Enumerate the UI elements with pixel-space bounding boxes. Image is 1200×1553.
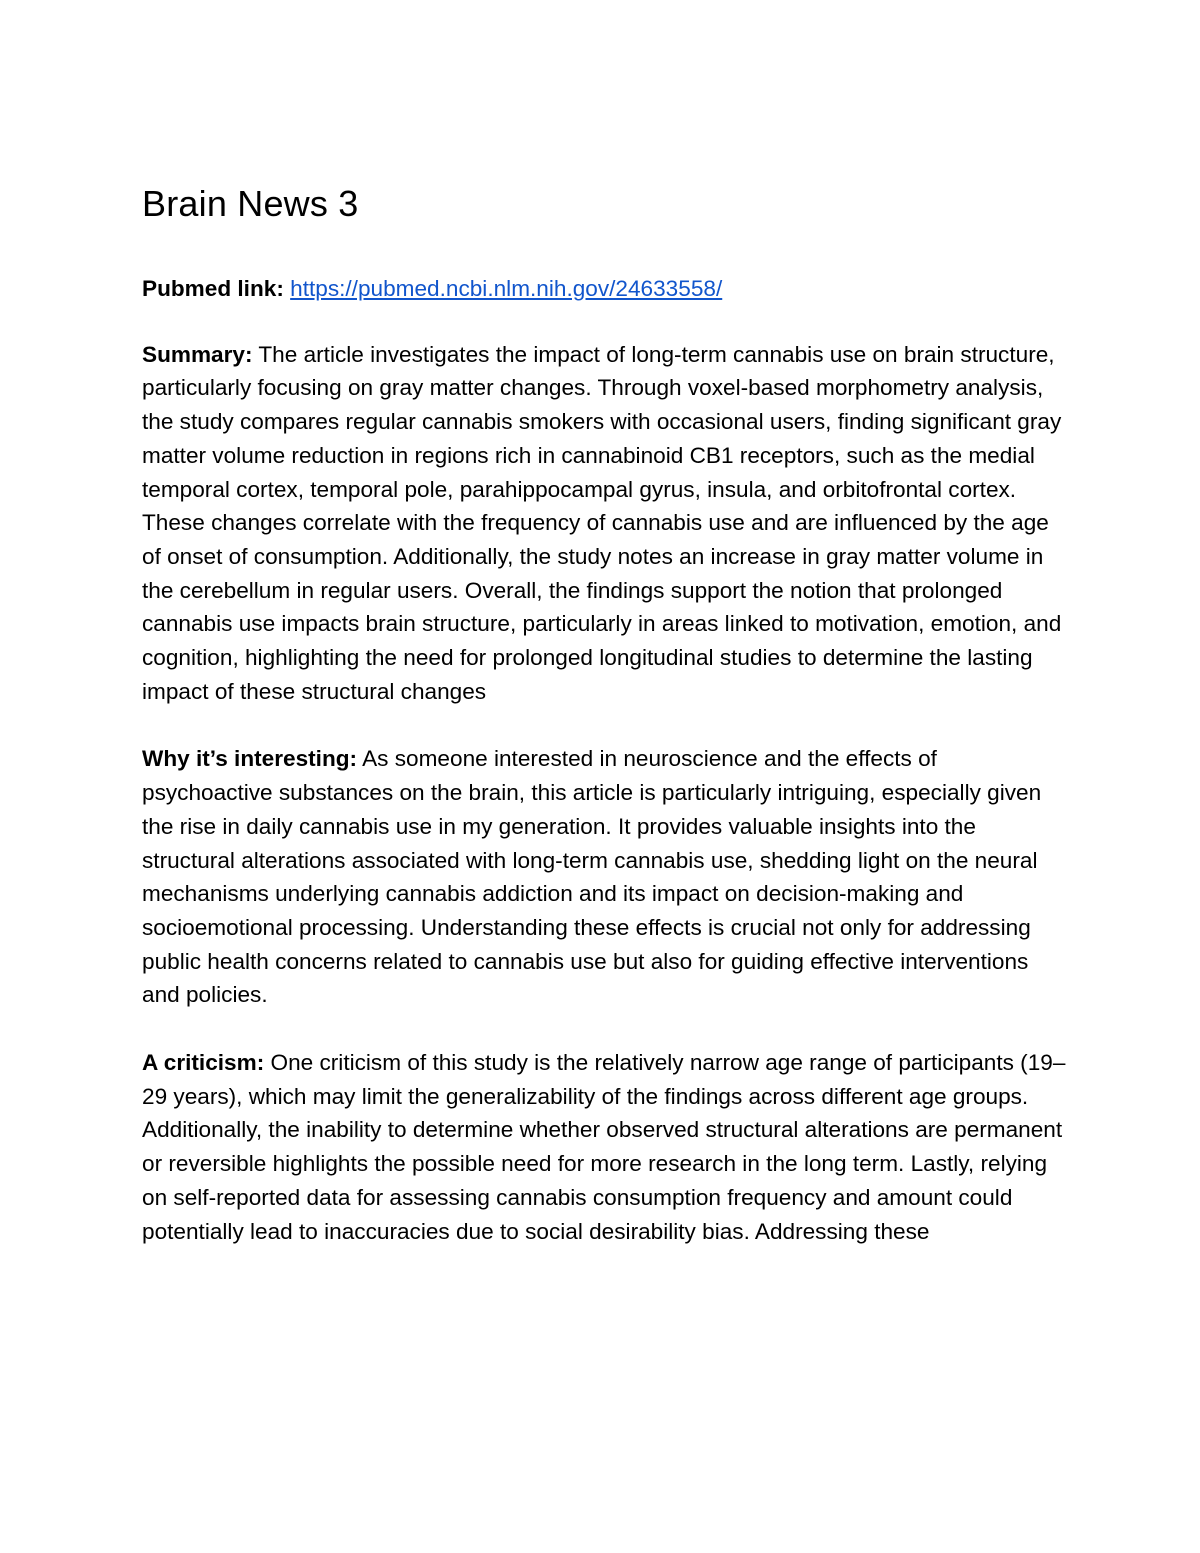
criticism-text: One criticism of this study is the relatively narrow age range of participants (19–29 years), which may limit the generalizability of the findings across different age groups. Additionally, the inability to determine whether observed structural alterations are permanent or reversible highlights the possible need for more research in the long term. Lastly, relying on self-reported data for assessing cannabis consumption frequency and amount could potentially lead to inaccuracies due to social desirability bias. Addressing these	[142, 1050, 1066, 1244]
summary-paragraph	[142, 338, 1072, 709]
pubmed-link[interactable]: https://pubmed.ncbi.nlm.nih.gov/24633558/	[290, 276, 723, 301]
pubmed-label: Pubmed link:	[142, 276, 284, 301]
why-interesting-paragraph	[142, 742, 1072, 1012]
why-interesting-text: As someone interested in neuroscience and the effects of psychoactive substances on the brain, this article is particularly intriguing, especially given the rise in daily cannabis use in my generation. It provides valuable insights into the structural alterations associated with long-term cannabis use, shedding light on the neural mechanisms underlying cannabis addiction and its impact on decision-making and socioemotional processing. Understanding these effects is crucial not only for addressing public health concerns related to cannabis use but also for guiding effective interventions and policies.	[142, 746, 1042, 1008]
summary-label: Summary:	[142, 341, 253, 367]
document-title: Brain News 3	[142, 183, 359, 224]
criticism-label: A criticism:	[142, 1050, 265, 1076]
summary-text: The article investigates the impact of long-term cannabis use on brain structure, particularly focusing on gray matter changes. Through voxel-based morphometry analysis, the study compares regular cannabis smokers with occasional users, finding significant gray matter volume reduction in regions rich in cannabinoid CB1 receptors, such as the medial temporal cortex, temporal pole, parahippocampal gyrus, insula, and orbitofrontal cortex. These changes correlate with the frequency of cannabis use and are influenced by the age of onset of consumption. Additionally, the study notes an increase in gray matter volume in the cerebellum in regular users. Overall, the findings support the notion that prolonged cannabis use impacts brain structure, particularly in areas linked to motivation, emotion, and cognition, highlighting the need for prolonged longitudinal studies to determine the lasting impact of these structural changes	[142, 341, 1062, 704]
pubmed-paragraph	[142, 272, 1072, 306]
criticism-paragraph	[142, 1046, 1072, 1248]
why-interesting-label: Why it’s interesting:	[142, 746, 358, 772]
document-page	[142, 180, 1072, 1248]
